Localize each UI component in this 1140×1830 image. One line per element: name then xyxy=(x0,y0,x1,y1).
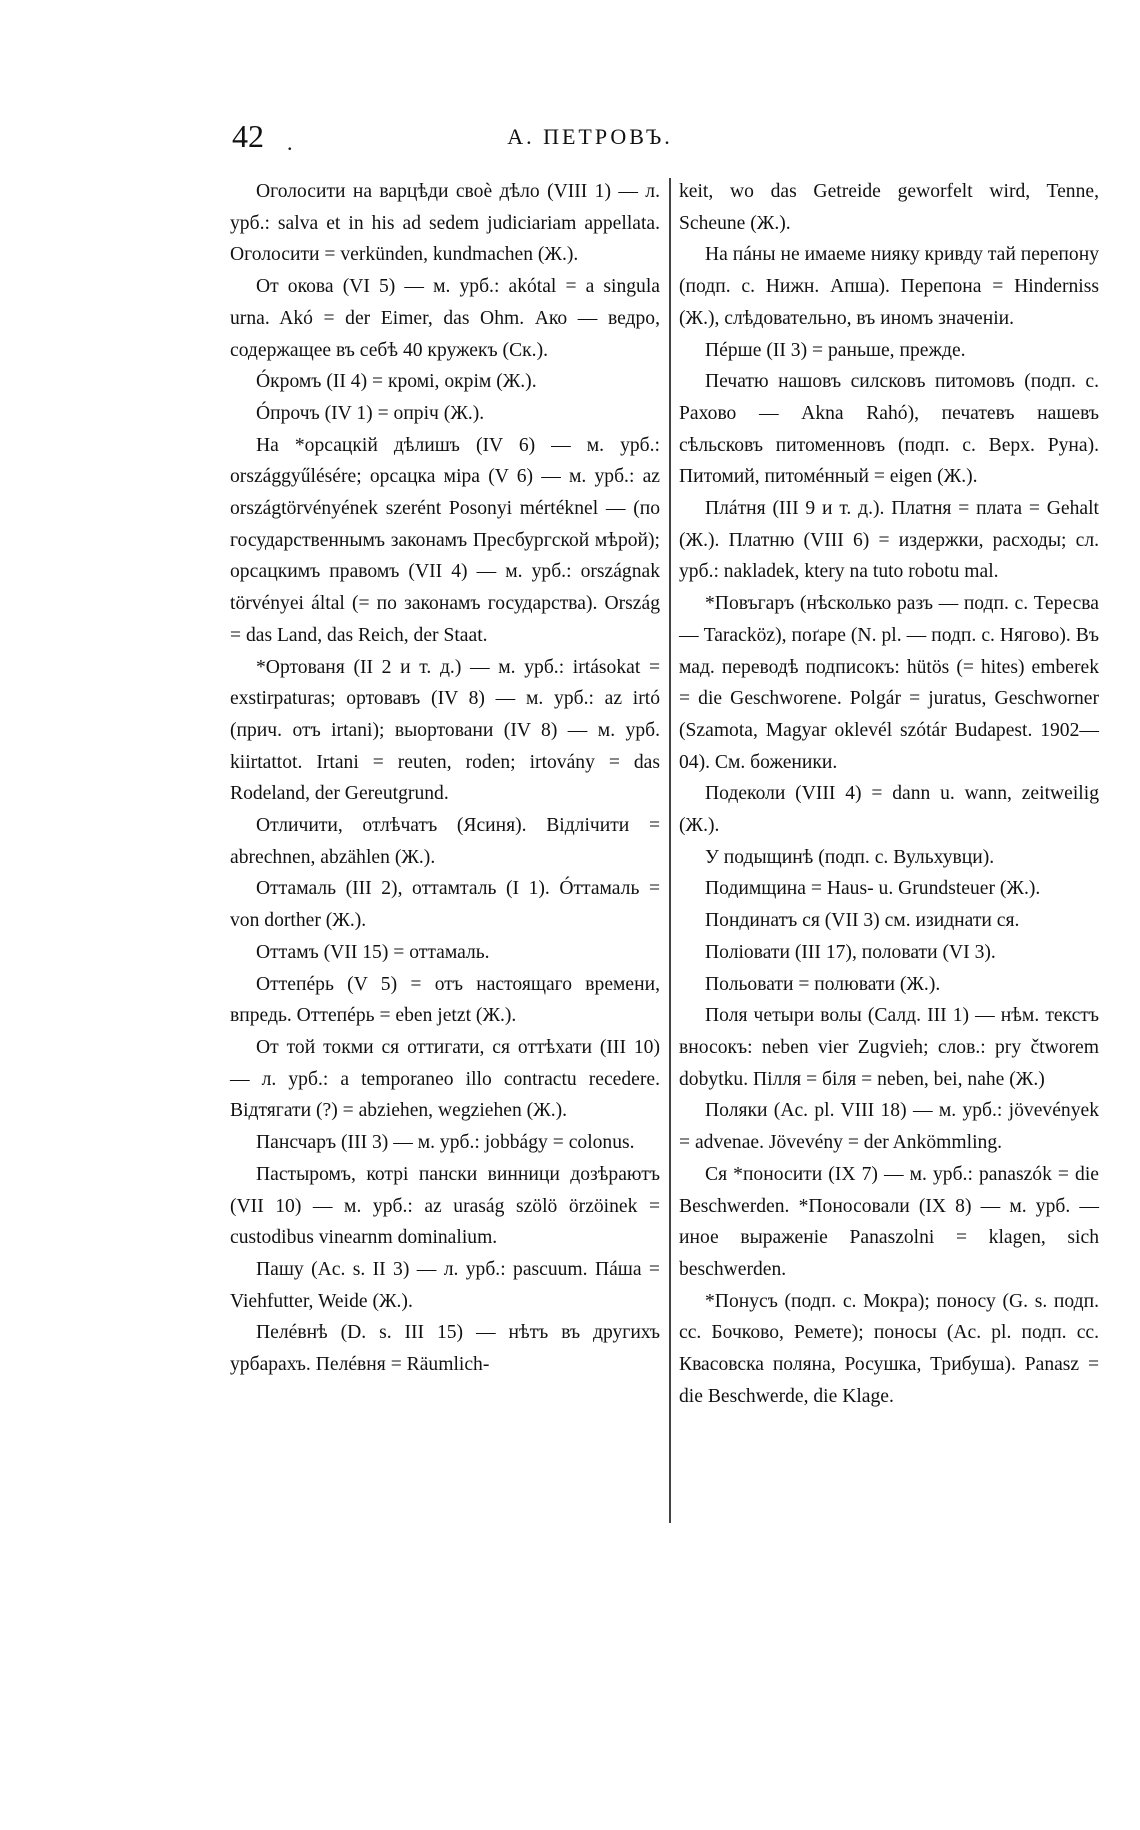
page-number: 42 xyxy=(232,118,264,154)
dictionary-entry: keit, wo das Getreide geworfelt wird, Tenne, Scheune (Ж.). xyxy=(679,181,1099,234)
dictionary-entry: Поліовати (III 17), половати (VI 3). xyxy=(705,941,996,963)
dictionary-entry: Óкромъ (II 4) = кромі, окрім (Ж.). xyxy=(256,371,537,393)
dictionary-entry: Пелéвнѣ (D. s. III 15) — нѣтъ въ другихъ урбарахъ. Пелéвня = Räumlich- xyxy=(230,1322,660,1376)
dictionary-entry: Ся *поносити (IX 7) — м. урб.: panaszók = die Beschwerden. *Поносовали (IX 8) — м. урб. — иное выраженіе Panaszolni = klagen, sich beschwerden. xyxy=(679,1163,1099,1280)
dictionary-entry: Оголосити на варцѣди своѐ дѣло (VIII 1) — л. урб.: salva et in his ad sedem judiciariam appellata. Оголосити = verkünden, kundmachen (Ж.). xyxy=(230,181,660,266)
dictionary-entry: Поля четыри волы (Салд. III 1) — нѣм. текстъ вносокъ: neben vier Zugvieh; слов.: pry čtworem dobytku. Пілля = біля = neben, bei, nahe (Ж.) xyxy=(679,1005,1099,1090)
column-divider xyxy=(669,178,671,1523)
right-column xyxy=(679,176,1099,1412)
dictionary-entry: Пашу (Ac. s. II 3) — л. урб.: pascuum. Пáша = Viehfutter, Weide (Ж.). xyxy=(230,1258,660,1312)
header-dot: . xyxy=(287,130,293,155)
dictionary-entry: Польовати = полювати (Ж.). xyxy=(705,973,941,995)
dictionary-entry: У подыщинѣ (подп. с. Вульхувци). xyxy=(705,846,995,868)
dictionary-entry: *Ортованя (II 2 и т. д.) — м. урб.: irtásokat = exstirpaturas; ортовавъ (IV 8) — м. урб.: az irtó (прич. отъ irtani); выортовани (IV 8) — м. урб. kiirtattot. Irtani = reuten, roden; irtovány = das Rodeland, der Gereutgrund. xyxy=(230,656,660,805)
dictionary-entry: Оттамъ (VII 15) = оттамаль. xyxy=(256,941,490,963)
page-header xyxy=(0,118,1140,158)
dictionary-entry: Поляки (Ac. pl. VIII 18) — м. урб.: jövevények = advenae. Jövevény = der Ankömmling. xyxy=(679,1100,1099,1154)
dictionary-entry: На *орсацкій дѣлишъ (IV 6) — м. урб.: országgyűlésére; орсацка міра (V 6) — м. урб.: az országtörvényének szerént Posonyi mértéknel — (по государственнымъ законамъ Пресбургской мѣрой); орсацкимъ правомъ (VII 4) — м. урб.: országnak törvényei által (= по законамъ государства). Ország = das Land, das Reich, der Staat. xyxy=(230,434,660,646)
dictionary-entry: Плáтня (III 9 и т. д.). Платня = плата = Gehalt (Ж.). Платню (VIII 6) = издержки, расходы; сл. урб.: nakladek, ktery na tuto robotu mal. xyxy=(679,498,1099,583)
dictionary-entry: Пондинатъ ся (VII 3) см. изиднати ся. xyxy=(705,910,1020,932)
dictionary-entry: Пéрше (II 3) = раньше, прежде. xyxy=(705,339,966,361)
dictionary-entry: Печатю нашовъ силсковъ питомовъ (подп. с. Рахово — Akna Rahó), печатевъ нашевъ сѣльсковъ питоменновъ (подп. с. Верх. Руна). Питомий, питомéнный = eigen (Ж.). xyxy=(679,371,1099,488)
dictionary-entry: Óпрочъ (IV 1) = опріч (Ж.). xyxy=(256,402,485,424)
left-column xyxy=(230,176,660,1381)
dictionary-entry: Пастыромъ, котрі пански винници дозѣраютъ (VII 10) — м. урб.: az uraság szölö örzöinek = custodibus vinearnm dominalium. xyxy=(230,1163,660,1249)
dictionary-entry: Оттамаль (III 2), оттамталь (I 1). Óттамаль = von dorther (Ж.). xyxy=(230,878,660,932)
dictionary-entry: Подеколи (VIII 4) = dann u. wann, zeitweilig (Ж.). xyxy=(679,783,1099,837)
dictionary-entry: Подимщина = Haus- u. Grundsteuer (Ж.). xyxy=(705,878,1041,900)
dictionary-entry: На пáны не имаеме нияку кривду тай перепону (подп. с. Нижн. Апша). Перепона = Hinderniss (Ж.), слѣдовательно, въ иномъ значеніи. xyxy=(679,244,1099,329)
dictionary-entry: Пансчаръ (III 3) — м. урб.: jobbágy = colonus. xyxy=(256,1132,635,1154)
dictionary-entry: Оттепéрь (V 5) = отъ настоящаго времени, впредь. Оттепéрь = eben jetzt (Ж.). xyxy=(230,973,660,1027)
dictionary-entry: От окова (VI 5) — м. урб.: akótal = a singula urna. Akó = der Eimer, das Ohm. Ако — ведро, содержащее въ себѣ 40 кружекъ (Ск.). xyxy=(230,276,660,361)
dictionary-entry: *Повъгаръ (нѣсколько разъ — подп. с. Тересва — Taracköz), поґаре (N. pl. — подп. с. Нягово). Въ мад. переводѣ подписокъ: hütös (= hites) emberek = die Geschworene. Polgár = juratus, Geschworner (Szamota, Magyar oklevél szótár Budapest. 1902—04). См. боженики. xyxy=(679,593,1099,773)
dictionary-entry: Отличити, отлѣчатъ (Ясиня). Відлічити = abrechnen, abzählen (Ж.). xyxy=(230,815,660,868)
running-title: А. ПЕТРОВЪ. xyxy=(507,124,673,149)
dictionary-entry: *Понусъ (подп. с. Мокра); поносу (G. s. подп. сс. Бочково, Ремете); поносы (Ac. pl. подп. сс. Квасовска поляна, Росушка, Трибуша). Panasz = die Beschwerde, die Klage. xyxy=(679,1290,1099,1407)
dictionary-entry: От той токми ся оттигати, ся оттѣхати (III 10) — л. урб.: a temporaneo illo contractu recedere. Відтягати (?) = abziehen, wegziehen (Ж.). xyxy=(230,1036,660,1122)
